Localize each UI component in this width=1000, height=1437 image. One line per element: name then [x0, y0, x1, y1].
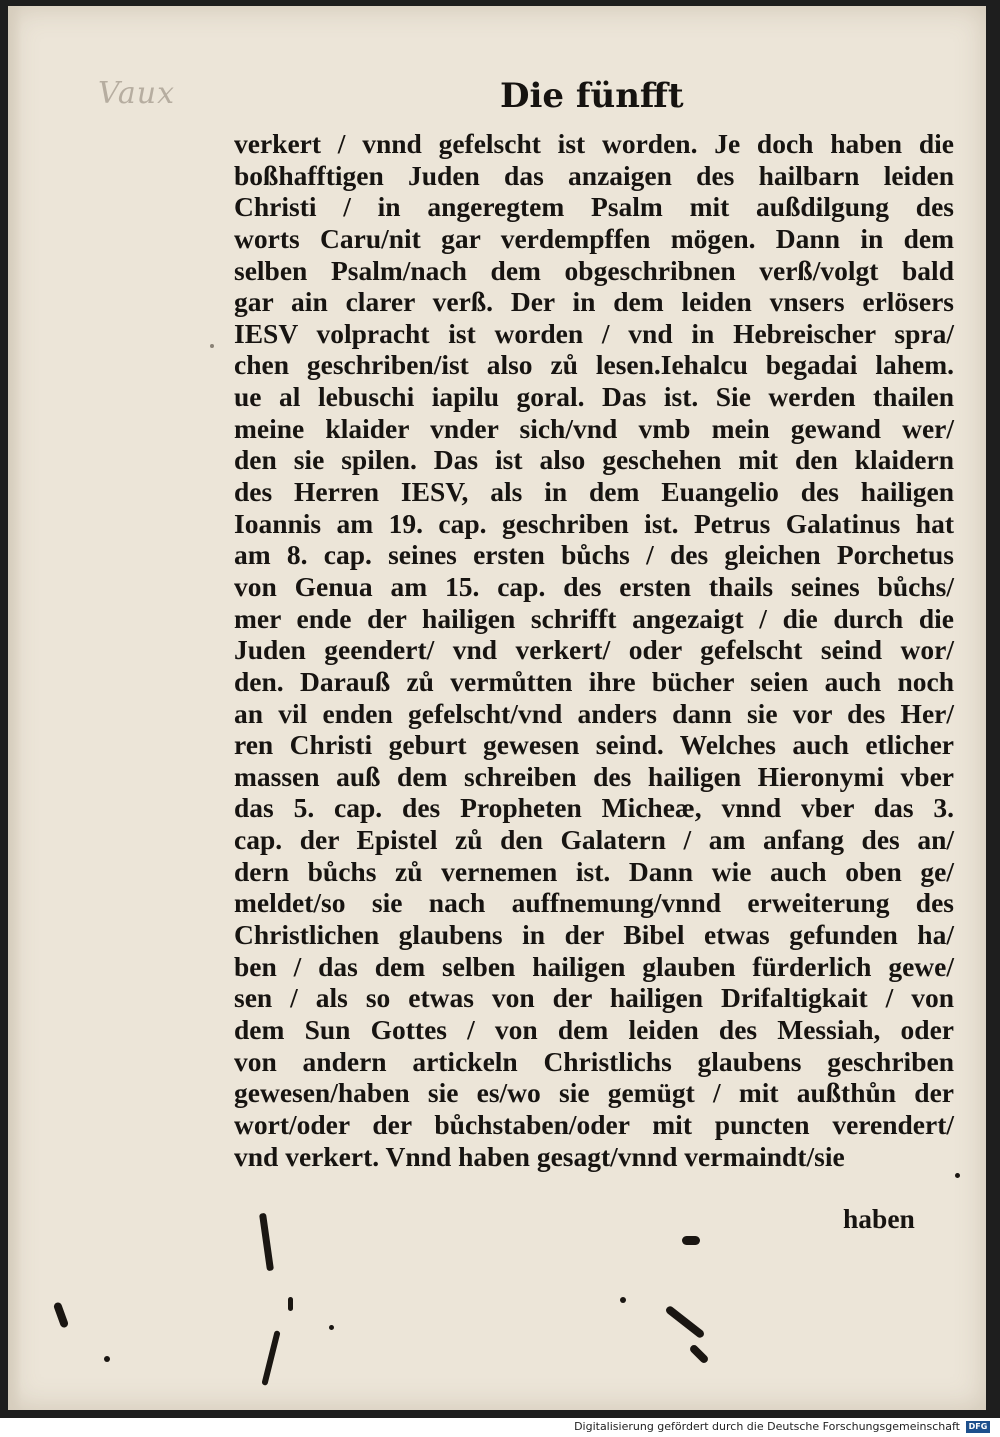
text-line: gar ain clarer verß. Der in dem leiden vnsers erlösers: [234, 286, 954, 318]
text-line: ue al lebuschi iapilu goral. Das ist. Sie werden thailen: [234, 381, 954, 413]
text-line: mer ende der hailigen schrifft angezaigt / die durch die: [234, 602, 954, 634]
body-text: [234, 128, 954, 1172]
funding-notice: Digitalisierung gefördert durch die Deutsche Forschungsgemeinschaft: [574, 1420, 960, 1433]
text-line: vnd verkert. Vnnd haben gesagt/vnnd vermaindt/sie: [234, 1140, 845, 1172]
text-line: den sie spilen. Das ist also geschehen mit den klaidern: [234, 444, 954, 476]
text-line: des Herren IESV, als in dem Euangelio des hailigen: [234, 476, 954, 508]
ink-stain: [210, 344, 214, 348]
marginal-note: Vaux: [98, 76, 176, 111]
text-line: von Genua am 15. cap. des ersten thails seines bůchs/: [234, 570, 954, 602]
text-line: verkert / vnnd gefelscht ist worden. Je doch haben die: [234, 128, 954, 159]
ink-stain: [329, 1325, 334, 1330]
text-line: am 8. cap. seines ersten bůchs / des gleichen Porchetus: [234, 539, 954, 571]
catchword: haben: [843, 1203, 915, 1234]
text-line: gewesen/haben sie es/wo sie gemügt / mit außthůn der: [234, 1077, 954, 1109]
page-edge-shadow: [8, 6, 22, 1410]
text-line: Christi / in angeregtem Psalm mit außdilgung des: [234, 191, 954, 223]
ink-stain: [104, 1356, 110, 1362]
text-line: an vil enden gefelscht/vnd anders dann sie vor des Her/: [234, 697, 954, 729]
text-line: worts Caru/nit gar verdempffen mögen. Dann in dem: [234, 222, 954, 254]
text-line: selben Psalm/nach dem obgeschribnen verß/volgt bald: [234, 254, 954, 286]
text-line: boßhafftigen Juden das anzaigen des hailbarn leiden: [234, 159, 954, 191]
text-line: dem Sun Gottes / von dem leiden des Messiah, oder: [234, 1013, 954, 1045]
running-head: Die fünfft: [500, 76, 684, 116]
text-line: ben / das dem selben hailigen glauben fürderlich gewe/: [234, 950, 954, 982]
digitization-footer: [0, 1418, 1000, 1437]
text-line: chen geschriben/ist also zů lesen.Iehalcu begadai lahem.: [234, 349, 954, 381]
text-line: meldet/so sie nach auffnemung/vnnd erweiterung des: [234, 887, 954, 919]
text-line: IESV volpracht ist worden / vnd in Hebreischer spra/: [234, 317, 954, 349]
ink-stain: [682, 1236, 700, 1245]
text-line: sen / als so etwas von der hailigen Drifaltigkait / von: [234, 982, 954, 1014]
text-line: das 5. cap. des Propheten Micheæ, vnnd vber das 3.: [234, 792, 954, 824]
text-line: Christlichen glaubens in der Bibel etwas gefunden ha/: [234, 919, 954, 951]
text-line: wort/oder der bůchstaben/oder mit puncten verendert/: [234, 1108, 954, 1140]
ink-stain: [620, 1297, 626, 1303]
text-line: massen auß dem schreiben des hailigen Hieronymi vber: [234, 760, 954, 792]
text-line: meine klaider vnder sich/vnd vmb mein gewand wer/: [234, 412, 954, 444]
ink-stain: [288, 1297, 293, 1311]
text-line: Juden geendert/ vnd verkert/ oder gefelscht seind wor/: [234, 634, 954, 666]
text-line: Ioannis am 19. cap. geschriben ist. Petrus Galatinus hat: [234, 507, 954, 539]
text-line: den. Darauß zů vermůtten ihre bücher seien auch noch: [234, 665, 954, 697]
text-line: von andern artickeln Christlichs glaubens geschriben: [234, 1045, 954, 1077]
text-line: cap. der Epistel zů den Galatern / am anfang des an/: [234, 824, 954, 856]
ink-stain: [955, 1173, 960, 1178]
dfg-logo: DFG: [966, 1421, 990, 1433]
text-line: ren Christi geburt gewesen seind. Welches auch etlicher: [234, 729, 954, 761]
text-line: dern bůchs zů vernemen ist. Dann wie auch oben ge/: [234, 855, 954, 887]
